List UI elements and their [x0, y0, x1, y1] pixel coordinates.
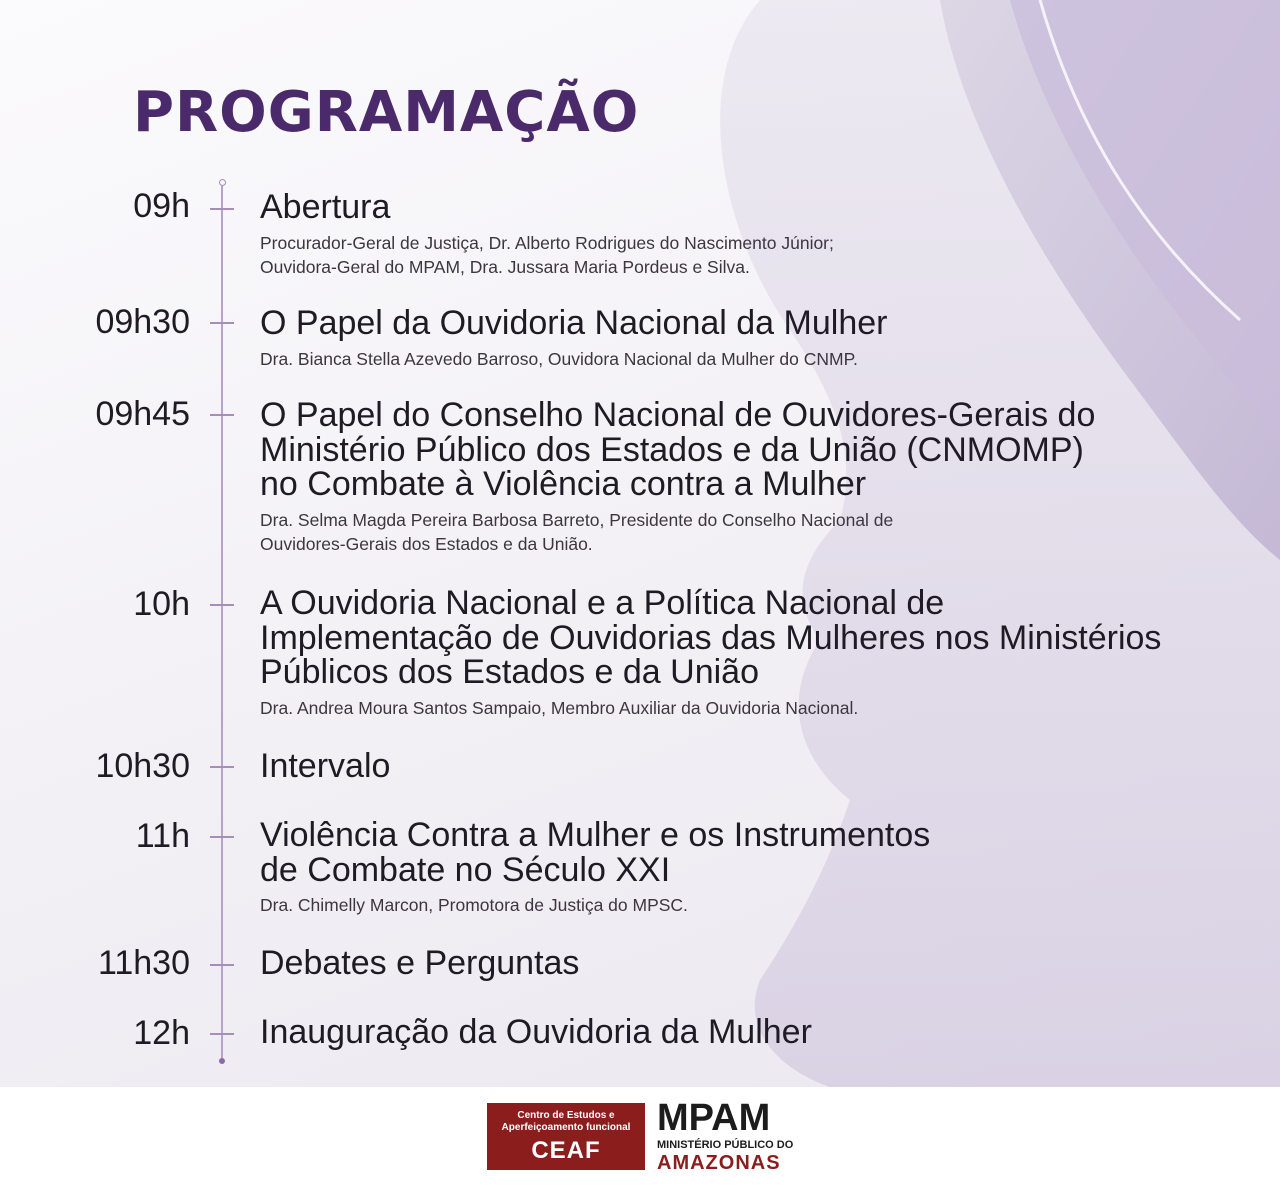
timeline-tick	[210, 964, 234, 966]
timeline-tick	[210, 322, 234, 324]
mpam-logo	[657, 1098, 793, 1174]
timeline-tick	[210, 766, 234, 768]
schedule-time: 10h30	[95, 747, 190, 785]
schedule-title: Intervalo	[260, 747, 391, 785]
schedule-title: O Papel da Ouvidoria Nacional da Mulher	[260, 304, 888, 342]
schedule-item	[260, 1015, 1250, 1050]
schedule-time: 09h30	[95, 303, 190, 341]
schedule-detail: Procurador-Geral de Justiça, Dr. Alberto Rodrigues do Nascimento Júnior; Ouvidora-Geral do MPAM, Dra. Jussara Maria Pordeus e Silva.	[260, 232, 834, 277]
timeline-tick	[210, 208, 234, 210]
schedule-time: 09h	[133, 187, 190, 225]
schedule-title: O Papel do Conselho Nacional de Ouvidores-Gerais do Ministério Público dos Estados e da União (CNMOMP) no Combate à Violência contra a Mulher	[260, 396, 1096, 503]
schedule-item	[260, 306, 1250, 371]
schedule-title: Violência Contra a Mulher e os Instrumentos de Combate no Século XXI	[260, 816, 931, 889]
schedule-detail: Dra. Chimelly Marcon, Promotora de Justiça do MPSC.	[260, 895, 688, 915]
schedule-time: 12h	[133, 1014, 190, 1052]
schedule-title: Abertura	[260, 188, 391, 226]
schedule-time: 10h	[133, 585, 190, 623]
schedule-title: Inauguração da Ouvidoria da Mulher	[260, 1013, 812, 1051]
page-title: PROGRAMAÇÃO	[133, 80, 640, 145]
schedule-title: Debates e Perguntas	[260, 944, 580, 982]
timeline-start-dot	[219, 179, 226, 186]
mpam-line2: AMAZONAS	[657, 1152, 781, 1174]
ceaf-line2: Aperfeiçoamento funcional	[501, 1122, 631, 1133]
schedule-time: 11h30	[97, 944, 190, 982]
schedule-detail: Dra. Bianca Stella Azevedo Barroso, Ouvidora Nacional da Mulher do CNMP.	[260, 348, 858, 369]
ceaf-logo	[487, 1103, 645, 1170]
mpam-line1: MINISTÉRIO PÚBLICO DO	[657, 1139, 794, 1151]
schedule-title: A Ouvidoria Nacional e a Política Nacional de Implementação de Ouvidorias das Mulheres nos Ministérios Públicos dos Estados e da União	[260, 584, 1162, 691]
timeline-tick	[210, 604, 234, 606]
timeline-line	[221, 186, 223, 1062]
schedule-item	[260, 818, 1250, 917]
mpam-name: MPAM	[657, 1097, 771, 1139]
ceaf-name: CEAF	[531, 1137, 601, 1164]
timeline-tick	[210, 1033, 234, 1035]
timeline-tick	[210, 836, 234, 838]
timeline-end-dot	[219, 1058, 225, 1064]
schedule-detail: Dra. Andrea Moura Santos Sampaio, Membro Auxiliar da Ouvidoria Nacional.	[260, 697, 859, 718]
schedule-time: 11h	[135, 817, 190, 855]
schedule-item	[260, 946, 1250, 981]
schedule-item	[260, 586, 1250, 720]
schedule-time: 09h45	[95, 395, 190, 433]
schedule-item	[260, 398, 1250, 556]
schedule-item	[260, 190, 1250, 279]
schedule-item	[260, 749, 1250, 784]
timeline-tick	[210, 414, 234, 416]
schedule-detail: Dra. Selma Magda Pereira Barbosa Barreto, Presidente do Conselho Nacional de Ouvidores-Gerais dos Estados e da União.	[260, 509, 894, 554]
ceaf-line1: Centro de Estudos e	[517, 1110, 615, 1121]
